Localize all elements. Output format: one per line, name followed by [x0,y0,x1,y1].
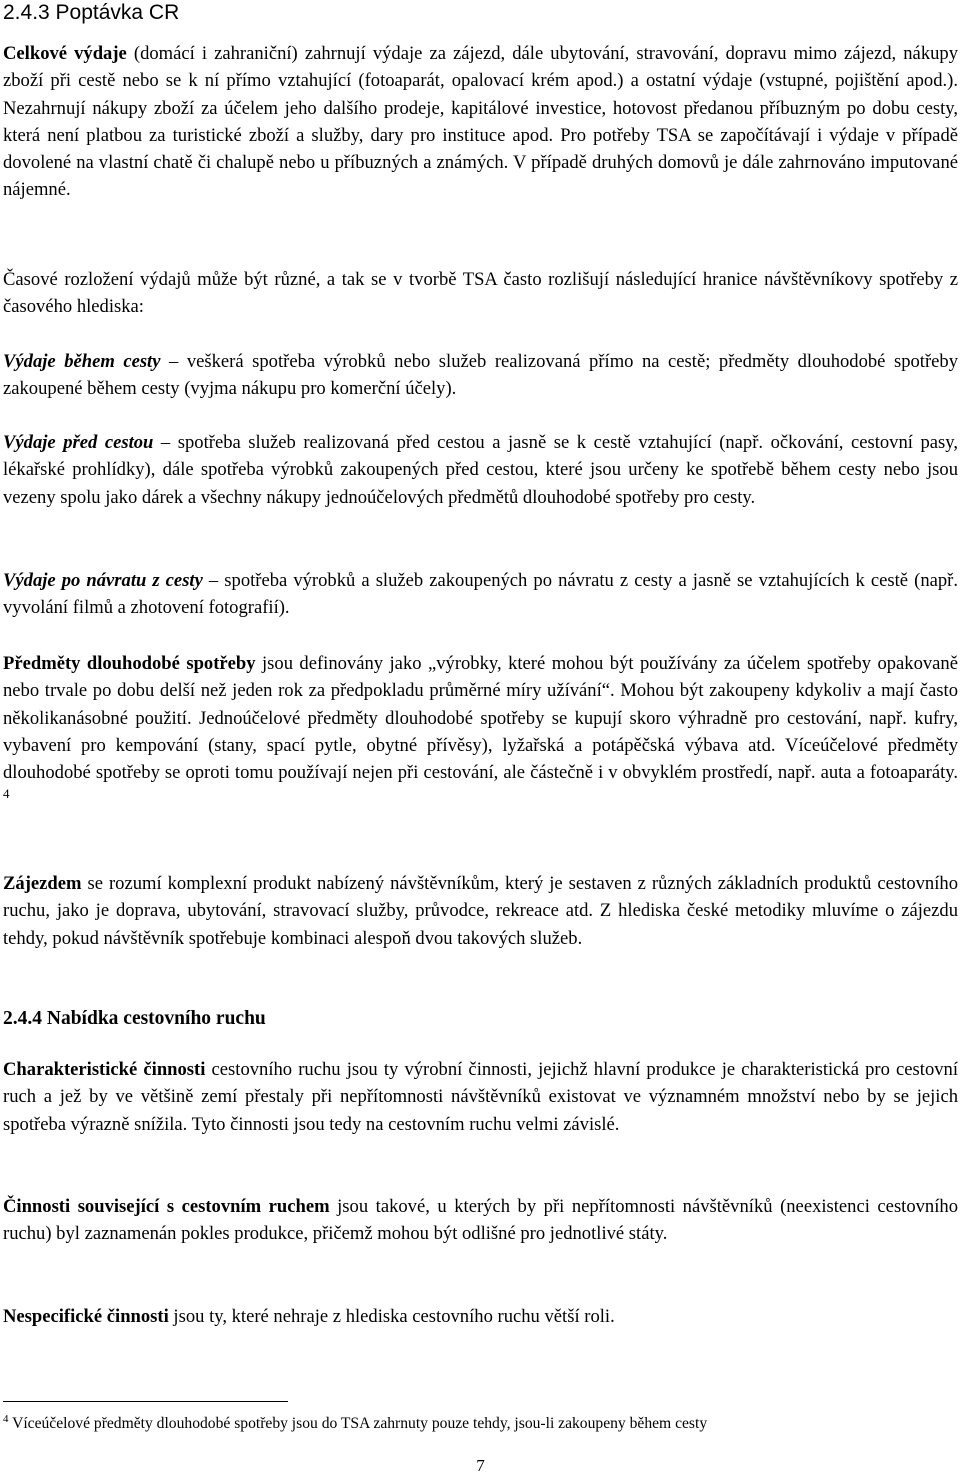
subsection-title: 2.4.4 Nabídka cestovního ruchu [3,1008,266,1029]
paragraph-text: cestovního ruchu jsou ty výrobní činnosti, jejichž hlavní produkce je charakteristická pro cestovní ruch a jež by ve většině zemí přestaly při nepřítomnosti návštěvníků existovat ve významném množství nebo by se jejich spotřeba výrazně snížila. Tyto činnosti jsou tedy na cestovním ruchu velmi závislé. [3,1059,959,1135]
section-title: 2.4.3 Poptávka CR [3,1,180,24]
term-during-trip: Výdaje během cesty [3,351,161,372]
footnote [3,1414,707,1434]
term-total-expenditure: Celkové výdaje [3,43,127,64]
paragraph-text: – spotřeba výrobků a služeb zakoupených po návratu z cesty a jasně se vztahujících k cestě (např. vyvolání filmů a zhotovení fotografií). [3,570,959,619]
paragraph-text: se rozumí komplexní produkt nabízený návštěvníkům, který je sestaven z různých základních produktů cestovního ruchu, jako je doprava, ubytování, stravovací služby, průvodce, rekreace atd. Z hlediska české metodiky mluvíme o zájezdu tehdy, pokud návštěvník spotřebuje kombinaci alespoň dvou takových služeb. [3,873,958,949]
paragraph-related-activities [3,1193,958,1248]
term-after-trip: Výdaje po návratu z cesty [3,570,203,591]
term-package-tour: Zájezdem [3,873,82,894]
term-nonspecific-activities: Nespecifické činnosti [3,1306,169,1327]
footnote-number: 4 [3,1412,9,1425]
paragraph-text: – spotřeba služeb realizovaná před cestou a jasně se k cestě vztahující (např. očkování, cestovní pasy, lékařské prohlídky), dále spotřeba výrobků zakoupených před cestou, které jsou určeny ke spotřebě během cesty nebo jsou vezeny spolu jako dárek a všechny nákupy jednoúčelových předmětů dlouhodobé spotřeby pro cesty. [3,432,958,508]
paragraph-nonspecific-activities [3,1303,958,1330]
footnote-separator [3,1401,288,1402]
paragraph-text: jsou ty, které nehraje z hlediska cestovního ruchu větší roli. [168,1306,615,1327]
paragraph-text: Časové rozložení výdajů může být různé, a tak se v tvorbě TSA často rozlišují následující hranice návštěvníkovy spotřeby z časového hlediska: [3,269,958,318]
paragraph-text: jsou takové, u kterých by při nepřítomnosti návštěvníků (neexistenci cestovního ruchu) byl zaznamenán pokles produkce, přičemž mohou být odlišné pro jednotlivé státy. [3,1196,958,1245]
paragraph-after-trip [3,567,958,622]
paragraph-characteristic-activities [3,1056,958,1138]
term-before-trip: Výdaje před cestou [3,432,154,453]
paragraph-text: jsou definovány jako „výrobky, které mohou být používány za účelem spotřeby opakovaně nebo trvale po dobu delší než jeden rok za předpokladu průměrné míry užívání“. Mohou být zakoupeny kdykoliv a mají často několikanásobné použití. Jednoúčelové předměty dlouhodobé spotřeby se kupují skoro výhradně pro cestování, např. kufry, vybavení pro kempování (stany, spací pytle, obytné přívěsy), lyžařská a potápěčská výbava atd. Víceúčelové předměty dlouhodobé spotřeby se oproti tomu používají nejen při cestování, ale částečně i v obvyklém prostředí, např. auta a fotoaparáty. [3,653,958,784]
page-number: 7 [476,1456,485,1475]
paragraph-during-trip [3,348,958,403]
paragraph-text: (domácí i zahraniční) zahrnují výdaje za zájezd, dále ubytování, stravování, dopravu mimo zájezd, nákupy zboží při cestě nebo se k ní přímo vztahující (fotoaparát, opalovací krém apod.) a ostatní výdaje (vstupné, pojištění apod.). Nezahrnují nákupy zboží za účelem jeho dalšího prodeje, kapitálové investice, hotovost předanou příbuzným po dobu cesty, která není platbou za turistické zboží a služby, dary pro instituce apod. Pro potřeby TSA se započítávají i výdaje v případě dovolené na vlastní chatě či chalupě nebo u příbuzných a známých. V případě druhých domovů je dále zahrnováno imputované nájemné. [3,43,959,201]
paragraph-time-distribution [3,266,958,321]
paragraph-total-expenditure [3,40,958,204]
paragraph-durable-goods [3,650,958,814]
paragraph-package-tour [3,870,958,952]
footnote-reference[interactable]: 4 [3,786,10,802]
paragraph-before-trip [3,429,958,511]
term-characteristic-activities: Charakteristické činnosti [3,1059,206,1080]
paragraph-text: – veškerá spotřeba výrobků nebo služeb realizovaná přímo na cestě; předměty dlouhodobé spotřeby zakoupené během cesty (vyjma nákupu pro komerční účely). [3,351,958,400]
term-durable-goods: Předměty dlouhodobé spotřeby [3,653,256,674]
footnote-text: Víceúčelové předměty dlouhodobé spotřeby jsou do TSA zahrnuty pouze tehdy, jsou-li zakoupeny během cesty [8,1415,708,1432]
term-related-activities: Činnosti související s cestovním ruchem [3,1196,330,1217]
